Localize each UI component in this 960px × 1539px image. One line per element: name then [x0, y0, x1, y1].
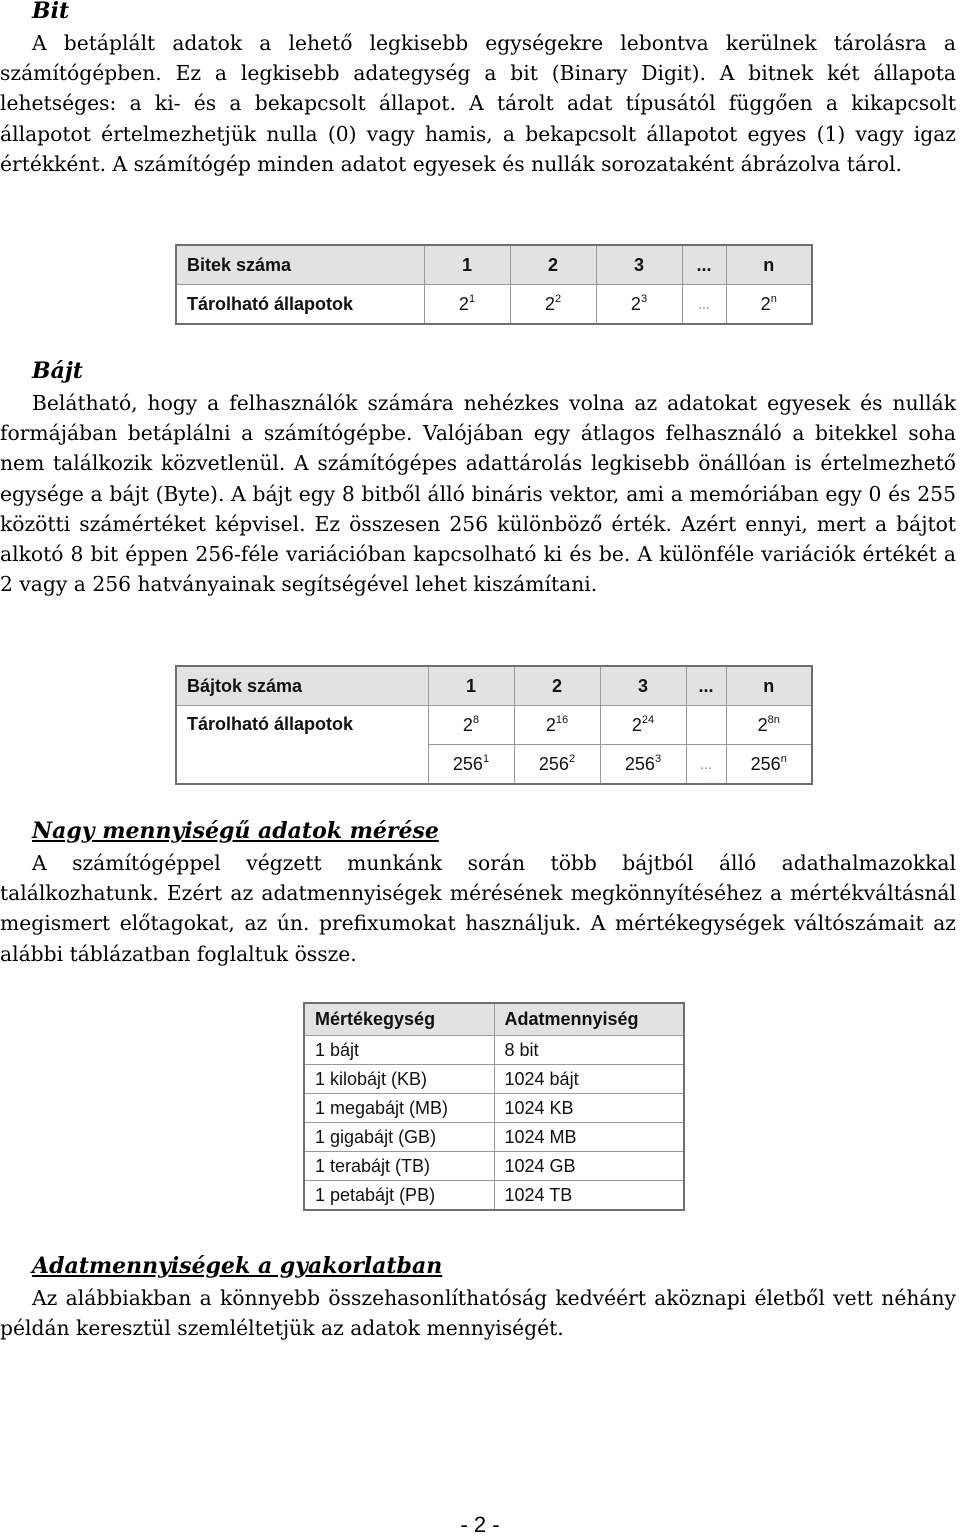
unit-name-cell: 1 megabájt (MB) [304, 1094, 494, 1123]
paragraph-bit: A betáplált adatok a lehető legkisebb egységekre lebontva kerülnek tárolásra a számítógépben. Ez a legkisebb adategység a bit (Binary Digit). A bitnek két állapota lehetséges: a ki- és a bekapcsolt állapot. A tárolt adat típusától függően a kikapcsolt állapotot értelmezhetjük nulla (0) vagy hamis, a bekapcsolt állapotot egyes (1) vagy igaz értékként. A számítógép minden adatot egyesek és nullák sorozataként ábrázolva tárol. [0, 31, 956, 176]
ellipsis-mark: ... [700, 756, 712, 772]
bit-count-cell: 3 [596, 245, 682, 285]
power-exponent: 24 [641, 713, 655, 726]
page-number: - 2 - [460, 1512, 500, 1537]
bit-count-cell: 1 [424, 245, 510, 285]
bit-count-label: Bitek száma [176, 245, 424, 285]
byte-count-cell: 2 [514, 666, 600, 706]
power-base: 2 [458, 293, 469, 314]
paragraph-gyakorlat: Az alábbiakban a könnyebb összehasonlíthatóság kedvéért aköznapi életből vett néhány példán keresztül szemléltetjük az adatok mennyiségét. [0, 1286, 956, 1341]
power-base: 2 [631, 714, 642, 735]
power-exponent: 1 [468, 292, 476, 305]
unit-table [303, 1002, 685, 1211]
unit-amount-cell: 1024 GB [494, 1152, 684, 1181]
bit-table-row-count [176, 245, 812, 285]
byte-count-cell: 3 [600, 666, 686, 706]
byte-power-cell [428, 745, 514, 785]
byte-count-cell: 1 [428, 666, 514, 706]
ellipsis-mark: ... [698, 296, 710, 312]
table-row [304, 1123, 684, 1152]
paragraph-nagy-mennyiseg: A számítógéppel végzett munkánk során több bájtból álló adathalmazokkal találkozhatunk. Ezért az adatmennyiségek mérésének megkönnyítéséhez a mértékváltásnál megismert előtagokat, az ún. prefixumokat használjuk. A mértékegységek váltószámait az alábbi táblázatban foglaltuk össze. [0, 851, 956, 966]
byte-states-cell [726, 706, 812, 745]
byte-count-cell: n [726, 666, 812, 706]
power-exponent: n [780, 752, 787, 765]
table-row [304, 1181, 684, 1211]
unit-amount-cell: 1024 TB [494, 1181, 684, 1211]
bit-table [175, 244, 813, 325]
bit-states-cell [510, 285, 596, 325]
heading-nagy-mennyiseg: Nagy mennyiségű adatok mérése [32, 818, 439, 844]
unit-amount-cell: 1024 KB [494, 1094, 684, 1123]
power-exponent: 3 [654, 752, 662, 765]
power-base: 2 [630, 293, 641, 314]
unit-name-cell: 1 bájt [304, 1036, 494, 1065]
power-base: 2 [462, 714, 473, 735]
byte-states-cell [428, 706, 514, 745]
heading-bajt: Bájt [32, 358, 83, 384]
byte-table-row-states [176, 706, 812, 745]
byte-table [175, 665, 813, 785]
unit-amount-cell: 8 bit [494, 1036, 684, 1065]
byte-states-cell [686, 706, 726, 745]
power-exponent: 8n [767, 713, 780, 726]
byte-states-cell [514, 706, 600, 745]
bit-states-label: Tárolható állapotok [176, 285, 424, 325]
byte-states-label: Tárolható állapotok [176, 706, 428, 785]
paragraph-bajt: Belátható, hogy a felhasználók számára nehézkes volna az adatokat egyesek és nullák formájában betáplálni a számítógépbe. Valójában egy átlagos felhasználó a bitekkel soha nem találkozik közvetlenül. A számítógépes adattárolás legkisebb önállóan is értelmezhető egysége a bájt (Byte). A bájt egy 8 bitből álló bináris vektor, ami a memóriában egy 0 és 255 közötti számértéket képvisel. Ez összesen 256 különböző érték. Azért ennyi, mert a bájtot alkotó 8 bit éppen 256-féle variációban kapcsolható ki és be. A különféle variációk értékét a 2 vagy a 256 hatványainak segítségével lehet kiszámítani. [0, 391, 956, 597]
power-base: 2 [545, 714, 556, 735]
table-row [304, 1094, 684, 1123]
unit-amount-cell: 1024 MB [494, 1123, 684, 1152]
unit-name-cell: 1 gigabájt (GB) [304, 1123, 494, 1152]
unit-header-cell: Mértékegység [304, 1003, 494, 1036]
bit-states-cell [726, 285, 812, 325]
byte-count-label: Bájtok száma [176, 666, 428, 706]
power-base: 2 [760, 293, 771, 314]
byte-table-row-count [176, 666, 812, 706]
table-row [304, 1036, 684, 1065]
unit-name-cell: 1 terabájt (TB) [304, 1152, 494, 1181]
byte-power-cell [600, 745, 686, 785]
power-base: 2 [544, 293, 555, 314]
unit-name-cell: 1 petabájt (PB) [304, 1181, 494, 1211]
unit-header-cell: Adatmennyiség [494, 1003, 684, 1036]
bit-table-row-states [176, 285, 812, 325]
table-row [304, 1152, 684, 1181]
bit-count-cell: n [726, 245, 812, 285]
power-exponent: 2 [568, 752, 576, 765]
bit-count-cell: 2 [510, 245, 596, 285]
power-exponent: 2 [554, 292, 562, 305]
bit-states-cell [596, 285, 682, 325]
table-row [304, 1065, 684, 1094]
byte-states-cell [600, 706, 686, 745]
power-exponent: 3 [640, 292, 648, 305]
byte-power-cell [514, 745, 600, 785]
power-exponent: n [770, 292, 777, 305]
power-exponent: 8 [472, 713, 480, 726]
power-base: 256 [538, 753, 569, 774]
unit-table-header [304, 1003, 684, 1036]
power-base: 256 [452, 753, 483, 774]
power-base: 256 [750, 753, 781, 774]
byte-power-cell [726, 745, 812, 785]
byte-power-cell [686, 745, 726, 785]
power-base: 2 [757, 714, 768, 735]
unit-name-cell: 1 kilobájt (KB) [304, 1065, 494, 1094]
byte-count-cell: ... [686, 666, 726, 706]
bit-states-cell [682, 285, 726, 325]
unit-amount-cell: 1024 bájt [494, 1065, 684, 1094]
bit-states-cell [424, 285, 510, 325]
power-base: 256 [624, 753, 655, 774]
heading-bit: Bit [32, 0, 70, 24]
power-exponent: 1 [482, 752, 490, 765]
power-exponent: 16 [555, 713, 569, 726]
heading-gyakorlat: Adatmennyiségek a gyakorlatban [32, 1253, 443, 1279]
bit-count-cell: ... [682, 245, 726, 285]
